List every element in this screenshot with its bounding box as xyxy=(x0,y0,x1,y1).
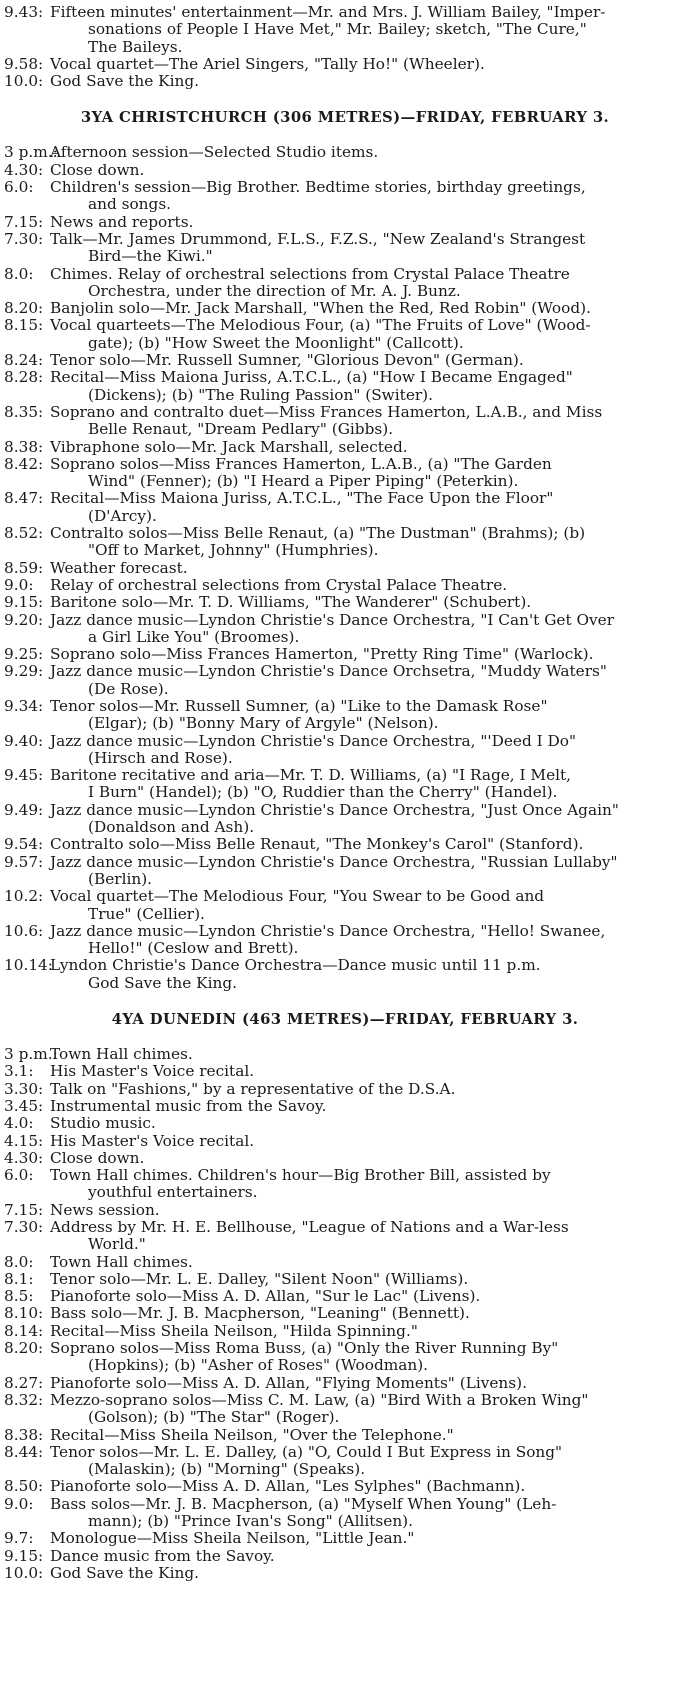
entry-time: 4.15: xyxy=(4,1131,44,1150)
programme-entry xyxy=(4,1133,686,1150)
entry-line: Mezzo-soprano solos—Miss C. M. Law, (a) "Bird With a Broken Wing" xyxy=(50,1390,589,1409)
entry-line: Recital—Miss Maiona Juriss, A.T.C.L., "The Face Upon the Floor" xyxy=(50,489,554,508)
entry-time: 9.40: xyxy=(4,731,44,750)
entry-text xyxy=(50,854,686,889)
programme-entry xyxy=(4,802,686,837)
entry-text xyxy=(50,1305,686,1322)
programme-entry xyxy=(4,1046,686,1063)
entry-time: 3.1: xyxy=(4,1062,34,1081)
entry-line: Vocal quartet—The Melodious Four, "You Swear to be Good and xyxy=(50,887,545,906)
entry-line: Tenor solos—Mr. Russell Sumner, (a) "Like to the Damask Rose" xyxy=(50,696,548,715)
programme-entry xyxy=(4,560,686,577)
entry-line: Tenor solo—Mr. L. E. Dalley, "Silent Noon" (Williams). xyxy=(50,1269,469,1288)
entry-line: His Master's Voice recital. xyxy=(50,1062,255,1081)
entry-time: 8.52: xyxy=(4,524,44,543)
entry-time: 8.50: xyxy=(4,1477,44,1496)
programme-entry xyxy=(4,888,686,923)
entry-text xyxy=(50,560,686,577)
programme-entry xyxy=(4,317,686,352)
entry-time: 4.0: xyxy=(4,1114,34,1133)
entry-line: "Off to Market, Johnny" (Humphries). xyxy=(88,541,379,560)
entry-text xyxy=(50,698,686,733)
entry-time: 8.20: xyxy=(4,1339,44,1358)
programme-entry xyxy=(4,266,686,301)
programme-entry xyxy=(4,577,686,594)
entry-line: Monologue—Miss Sheila Neilson, "Little Jean." xyxy=(50,1529,415,1548)
entry-line: (Malaskin); (b) "Morning" (Speaks). xyxy=(88,1460,366,1479)
entry-time: 9.25: xyxy=(4,645,44,664)
entry-line: Talk—Mr. James Drummond, F.L.S., F.Z.S., "New Zealand's Strangest xyxy=(50,229,586,248)
programme-entry xyxy=(4,1392,686,1427)
programme-entry xyxy=(4,1548,686,1565)
entry-text xyxy=(50,1323,686,1340)
entry-text xyxy=(50,1478,686,1495)
entry-line: Tenor solo—Mr. Russell Sumner, "Glorious Devon" (German). xyxy=(50,351,524,370)
entry-time: 7.30: xyxy=(4,229,44,248)
entry-text xyxy=(50,767,686,802)
entry-time: 8.5: xyxy=(4,1287,34,1306)
entry-time: 9.43: xyxy=(4,3,44,21)
entry-time: 8.0: xyxy=(4,1252,34,1271)
entry-line: Soprano and contralto duet—Miss Frances Hamerton, L.A.B., and Miss xyxy=(50,402,603,421)
entry-line: gate); (b) "How Sweet the Moonlight" (Callcott). xyxy=(88,333,464,352)
entry-text xyxy=(50,231,686,266)
programme-entry xyxy=(4,214,686,231)
entry-text xyxy=(50,369,686,404)
programme-entry xyxy=(4,1305,686,1322)
programme-entry xyxy=(4,144,686,161)
entry-text xyxy=(50,317,686,352)
entry-line: Vocal quarteets—The Melodious Four, (a) "The Fruits of Love" (Wood- xyxy=(50,316,591,335)
programme-section xyxy=(4,1011,686,1582)
entry-line: (Donaldson and Ash). xyxy=(88,818,255,837)
programme-entry xyxy=(4,733,686,768)
programme-entry xyxy=(4,1375,686,1392)
entry-text xyxy=(50,612,686,647)
entry-line: Bass solos—Mr. J. B. Macpherson, (a) "Myself When Young" (Leh- xyxy=(50,1494,557,1513)
entry-line: (Dickens); (b) "The Ruling Passion" (Switer). xyxy=(88,385,434,404)
entry-line: a Girl Like You" (Broomes). xyxy=(88,627,300,646)
entry-text xyxy=(50,1530,686,1547)
entry-time: 8.27: xyxy=(4,1373,44,1392)
entry-time: 7.30: xyxy=(4,1218,44,1236)
entry-line: Recital—Miss Sheila Neilson, "Over the Telephone." xyxy=(50,1425,454,1444)
entry-line: (Berlin). xyxy=(88,869,153,888)
programme-entry xyxy=(4,352,686,369)
entry-line: Pianoforte solo—Miss A. D. Allan, "Les Sylphes" (Bachmann). xyxy=(50,1477,526,1496)
entry-text xyxy=(50,1392,686,1427)
entry-text xyxy=(50,179,686,214)
entry-time: 9.34: xyxy=(4,696,44,715)
entry-text xyxy=(50,646,686,663)
entry-line: (Hirsch and Rose). xyxy=(88,748,233,767)
entry-text xyxy=(50,300,686,317)
programme-entry xyxy=(4,231,686,266)
entry-line: Lyndon Christie's Dance Orchestra—Dance music until 11 p.m. xyxy=(50,956,541,975)
entry-time: 8.20: xyxy=(4,299,44,318)
entry-text xyxy=(50,1548,686,1565)
programme-entry xyxy=(4,1530,686,1547)
entry-text xyxy=(50,1133,686,1150)
entry-time: 8.38: xyxy=(4,437,44,456)
entry-text xyxy=(50,577,686,594)
entry-line: youthful entertainers. xyxy=(88,1183,258,1202)
entry-line: Relay of orchestral selections from Crystal Palace Theatre. xyxy=(50,575,508,594)
entry-line: Children's session—Big Brother. Bedtime stories, birthday greetings, xyxy=(50,178,586,197)
entry-time: 4.30: xyxy=(4,160,44,179)
programme-entry xyxy=(4,1098,686,1115)
entry-line: God Save the King. xyxy=(50,72,199,91)
entry-line: Town Hall chimes. xyxy=(50,1252,193,1271)
entry-line: Belle Renaut, "Dream Pedlary" (Gibbs). xyxy=(88,420,394,439)
entry-time: 8.42: xyxy=(4,454,44,473)
entry-line: Baritone recitative and aria—Mr. T. D. Williams, (a) "I Rage, I Melt, xyxy=(50,766,572,785)
entry-line: Town Hall chimes. Children's hour—Big Brother Bill, assisted by xyxy=(50,1166,551,1185)
programme-entry xyxy=(4,525,686,560)
entry-time: 10.0: xyxy=(4,1563,44,1582)
programme-entry xyxy=(4,1271,686,1288)
programme-entry xyxy=(4,1150,686,1167)
entry-text xyxy=(50,1288,686,1305)
programme-entry xyxy=(4,957,686,992)
programme-entry xyxy=(4,1340,686,1375)
entry-text xyxy=(50,1202,686,1219)
entry-line: Instrumental music from the Savoy. xyxy=(50,1096,327,1115)
entry-line: Jazz dance music—Lyndon Christie's Dance Orchestra, "Just Once Again" xyxy=(50,800,619,819)
entry-time: 8.47: xyxy=(4,489,44,508)
entry-time: 10.2: xyxy=(4,887,44,906)
programme-entry xyxy=(4,1444,686,1479)
entry-line: Chimes. Relay of orchestral selections from Crystal Palace Theatre xyxy=(50,264,570,283)
programme-entry xyxy=(4,1323,686,1340)
entry-time: 8.28: xyxy=(4,368,44,387)
entry-text xyxy=(50,663,686,698)
entry-time: 8.44: xyxy=(4,1442,44,1461)
entry-line: Weather forecast. xyxy=(50,558,188,577)
programme-entry xyxy=(4,854,686,889)
entry-line: (De Rose). xyxy=(88,679,169,698)
entry-line: Soprano solos—Miss Roma Buss, (a) "Only the River Running By" xyxy=(50,1339,559,1358)
entry-time: 9.15: xyxy=(4,593,44,612)
programme-entry xyxy=(4,300,686,317)
entry-time: 8.15: xyxy=(4,316,44,335)
station-heading: 3YA CHRISTCHURCH (306 METRES)—FRIDAY, FEBRUARY 3. xyxy=(80,109,610,127)
programme-entry xyxy=(4,73,686,90)
entry-text xyxy=(50,490,686,525)
entry-text xyxy=(50,1496,686,1531)
entry-line: Recital—Miss Sheila Neilson, "Hilda Spinning." xyxy=(50,1321,418,1340)
programme-entry xyxy=(4,1202,686,1219)
entry-time: 8.24: xyxy=(4,351,44,370)
entry-line: I Burn" (Handel); (b) "O, Ruddier than the Cherry" (Handel). xyxy=(88,783,558,802)
entry-line: Jazz dance music—Lyndon Christie's Dance Orchestra, "Hello! Swanee, xyxy=(50,921,606,940)
programme-entry xyxy=(4,594,686,611)
entry-text xyxy=(50,1271,686,1288)
entry-time: 9.7: xyxy=(4,1529,34,1548)
entry-time: 3 p.m.: xyxy=(4,1045,58,1064)
entry-line: Hello!" (Ceslow and Brett). xyxy=(88,939,299,958)
programme-entry xyxy=(4,404,686,439)
entry-time: 6.0: xyxy=(4,178,34,197)
entry-time: 3 p.m.: xyxy=(4,143,58,162)
entry-text xyxy=(50,1340,686,1375)
programme-entry xyxy=(4,1115,686,1132)
programme-entry xyxy=(4,1081,686,1098)
programme-entry xyxy=(4,646,686,663)
entry-text xyxy=(50,352,686,369)
programme-section xyxy=(4,4,686,90)
entry-line: Wind" (Fenner); (b) "I Heard a Piper Piping" (Peterkin). xyxy=(88,472,519,491)
entry-text xyxy=(50,594,686,611)
programme-entry xyxy=(4,1496,686,1531)
entry-text xyxy=(50,1375,686,1392)
entry-text xyxy=(50,836,686,853)
entry-time: 9.54: xyxy=(4,835,44,854)
programme-entry xyxy=(4,1565,686,1582)
entry-text xyxy=(50,923,686,958)
entry-line: Soprano solos—Miss Frances Hamerton, L.A.B., (a) "The Garden xyxy=(50,454,552,473)
entry-time: 9.15: xyxy=(4,1546,44,1565)
entry-text xyxy=(50,733,686,768)
programme-entry xyxy=(4,767,686,802)
entry-text xyxy=(50,4,686,56)
entry-line: Fifteen minutes' entertainment—Mr. and Mrs. J. William Bailey, "Imper- xyxy=(50,3,606,21)
entry-text xyxy=(50,162,686,179)
entry-line: The Baileys. xyxy=(88,37,183,56)
entry-time: 8.0: xyxy=(4,264,34,283)
entry-line: Afternoon session—Selected Studio items. xyxy=(50,143,379,162)
entry-time: 9.49: xyxy=(4,800,44,819)
entry-line: (D'Arcy). xyxy=(88,506,157,525)
entry-line: Studio music. xyxy=(50,1114,156,1133)
entry-line: Orchestra, under the direction of Mr. A. J. Bunz. xyxy=(88,281,461,300)
entry-line: Close down. xyxy=(50,160,145,179)
entry-time: 7.15: xyxy=(4,1200,44,1219)
entry-line: Close down. xyxy=(50,1148,145,1167)
entry-line: Bass solo—Mr. J. B. Macpherson, "Leaning" (Bennett). xyxy=(50,1304,470,1323)
entry-text xyxy=(50,1098,686,1115)
programme-entry xyxy=(4,4,686,56)
entry-line: Jazz dance music—Lyndon Christie's Dance Orchestra, "Russian Lullaby" xyxy=(50,852,618,871)
programme-entry xyxy=(4,369,686,404)
entry-text xyxy=(50,888,686,923)
entry-line: and songs. xyxy=(88,195,172,214)
entry-line: Jazz dance music—Lyndon Christie's Dance Orchestra, "I Can't Get Over xyxy=(50,610,615,629)
entry-line: Recital—Miss Maiona Juriss, A.T.C.L., (a) "How I Became Engaged" xyxy=(50,368,573,387)
entry-time: 4.30: xyxy=(4,1148,44,1167)
entry-text xyxy=(50,1150,686,1167)
entry-text xyxy=(50,1115,686,1132)
entry-line: God Save the King. xyxy=(88,973,237,992)
entry-time: 8.35: xyxy=(4,402,44,421)
entry-time: 8.38: xyxy=(4,1425,44,1444)
entry-line: Town Hall chimes. xyxy=(50,1045,193,1064)
programme-entry xyxy=(4,1427,686,1444)
entry-time: 8.10: xyxy=(4,1304,44,1323)
entry-line: Jazz dance music—Lyndon Christie's Dance Orchsetra, "Muddy Waters" xyxy=(50,662,607,681)
entry-text xyxy=(50,1167,686,1202)
programme-entry xyxy=(4,1219,686,1254)
programme-entry xyxy=(4,698,686,733)
programme-entry xyxy=(4,1063,686,1080)
entry-time: 6.0: xyxy=(4,1166,34,1185)
entry-line: Address by Mr. H. E. Bellhouse, "League of Nations and a War-less xyxy=(50,1218,569,1236)
entry-line: (Hopkins); (b) "Asher of Roses" (Woodman). xyxy=(88,1356,429,1375)
entry-time: 8.32: xyxy=(4,1390,44,1409)
entry-line: True" (Cellier). xyxy=(88,904,205,923)
entry-time: 9.0: xyxy=(4,1494,34,1513)
entry-time: 10.14: xyxy=(4,956,53,975)
entry-text xyxy=(50,1063,686,1080)
entry-line: (Elgar); (b) "Bonny Mary of Argyle" (Nelson). xyxy=(88,714,439,733)
entry-time: 10.0: xyxy=(4,72,44,91)
entry-line: Jazz dance music—Lyndon Christie's Dance Orchestra, "'Deed I Do" xyxy=(50,731,577,750)
programme-entry xyxy=(4,490,686,525)
entry-text xyxy=(50,1219,686,1254)
entry-line: Tenor solos—Mr. L. E. Dalley, (a) "O, Could I But Express in Song" xyxy=(50,1442,563,1461)
entry-text xyxy=(50,957,686,992)
entry-text xyxy=(50,214,686,231)
entry-line: sonations of People I Have Met," Mr. Bailey; sketch, "The Cure," xyxy=(88,20,587,39)
entry-time: 8.59: xyxy=(4,558,44,577)
programme-entry xyxy=(4,836,686,853)
entry-line: News and reports. xyxy=(50,212,194,231)
entry-time: 9.0: xyxy=(4,575,34,594)
entry-line: News session. xyxy=(50,1200,160,1219)
entry-text xyxy=(50,144,686,161)
entry-line: Contralto solo—Miss Belle Renaut, "The Monkey's Carol" (Stanford). xyxy=(50,835,584,854)
entry-text xyxy=(50,73,686,90)
station-heading: 4YA DUNEDIN (463 METRES)—FRIDAY, FEBRUARY 3. xyxy=(111,1011,579,1029)
entry-line: Pianoforte solo—Miss A. D. Allan, "Flying Moments" (Livens). xyxy=(50,1373,527,1392)
programme-entry xyxy=(4,456,686,491)
entry-line: Baritone solo—Mr. T. D. Williams, "The Wanderer" (Schubert). xyxy=(50,593,532,612)
entry-text xyxy=(50,1046,686,1063)
programme-section xyxy=(4,109,686,992)
programme-entry xyxy=(4,663,686,698)
entry-text xyxy=(50,56,686,73)
entry-line: mann); (b) "Prince Ivan's Song" (Allitsen). xyxy=(88,1512,413,1531)
entry-text xyxy=(50,1081,686,1098)
entry-text xyxy=(50,456,686,491)
entry-time: 9.57: xyxy=(4,852,44,871)
programme-entry xyxy=(4,439,686,456)
entry-text xyxy=(50,266,686,301)
entry-line: World." xyxy=(88,1235,146,1254)
entry-time: 3.45: xyxy=(4,1096,44,1115)
entry-line: Talk on "Fashions," by a representative of the D.S.A. xyxy=(50,1079,456,1098)
programme-entry xyxy=(4,56,686,73)
programme-entry xyxy=(4,923,686,958)
programme-entry xyxy=(4,1167,686,1202)
entry-time: 9.45: xyxy=(4,766,44,785)
entry-line: Vocal quartet—The Ariel Singers, "Tally Ho!" (Wheeler). xyxy=(50,54,485,73)
entry-text xyxy=(50,1427,686,1444)
entry-line: Bird—the Kiwi." xyxy=(88,247,213,266)
entry-line: Vibraphone solo—Mr. Jack Marshall, selected. xyxy=(50,437,408,456)
entry-line: Dance music from the Savoy. xyxy=(50,1546,275,1565)
entry-line: Soprano solo—Miss Frances Hamerton, "Pretty Ring Time" (Warlock). xyxy=(50,645,594,664)
entry-text xyxy=(50,802,686,837)
entry-line: God Save the King. xyxy=(50,1563,199,1582)
entry-time: 9.20: xyxy=(4,610,44,629)
entry-time: 9.58: xyxy=(4,54,44,73)
programme-entry xyxy=(4,1254,686,1271)
entry-time: 3.30: xyxy=(4,1079,44,1098)
programme-entry xyxy=(4,612,686,647)
entry-line: (Golson); (b) "The Star" (Roger). xyxy=(88,1408,340,1427)
programme-entry xyxy=(4,179,686,214)
entry-text xyxy=(50,439,686,456)
entry-time: 9.29: xyxy=(4,662,44,681)
entry-text xyxy=(50,1254,686,1271)
programme-entry xyxy=(4,162,686,179)
programme-entry xyxy=(4,1478,686,1495)
entry-text xyxy=(50,1444,686,1479)
entry-time: 10.6: xyxy=(4,921,44,940)
entry-line: Banjolin solo—Mr. Jack Marshall, "When the Red, Red Robin" (Wood). xyxy=(50,299,591,318)
entry-text xyxy=(50,525,686,560)
entry-time: 8.14: xyxy=(4,1321,44,1340)
entry-line: Contralto solos—Miss Belle Renaut, (a) "The Dustman" (Brahms); (b) xyxy=(50,524,586,543)
entry-line: Pianoforte solo—Miss A. D. Allan, "Sur le Lac" (Livens). xyxy=(50,1287,481,1306)
entry-time: 8.1: xyxy=(4,1269,34,1288)
entry-line: His Master's Voice recital. xyxy=(50,1131,255,1150)
entry-text xyxy=(50,404,686,439)
entry-text xyxy=(50,1565,686,1582)
entry-time: 7.15: xyxy=(4,212,44,231)
programme-entry xyxy=(4,1288,686,1305)
